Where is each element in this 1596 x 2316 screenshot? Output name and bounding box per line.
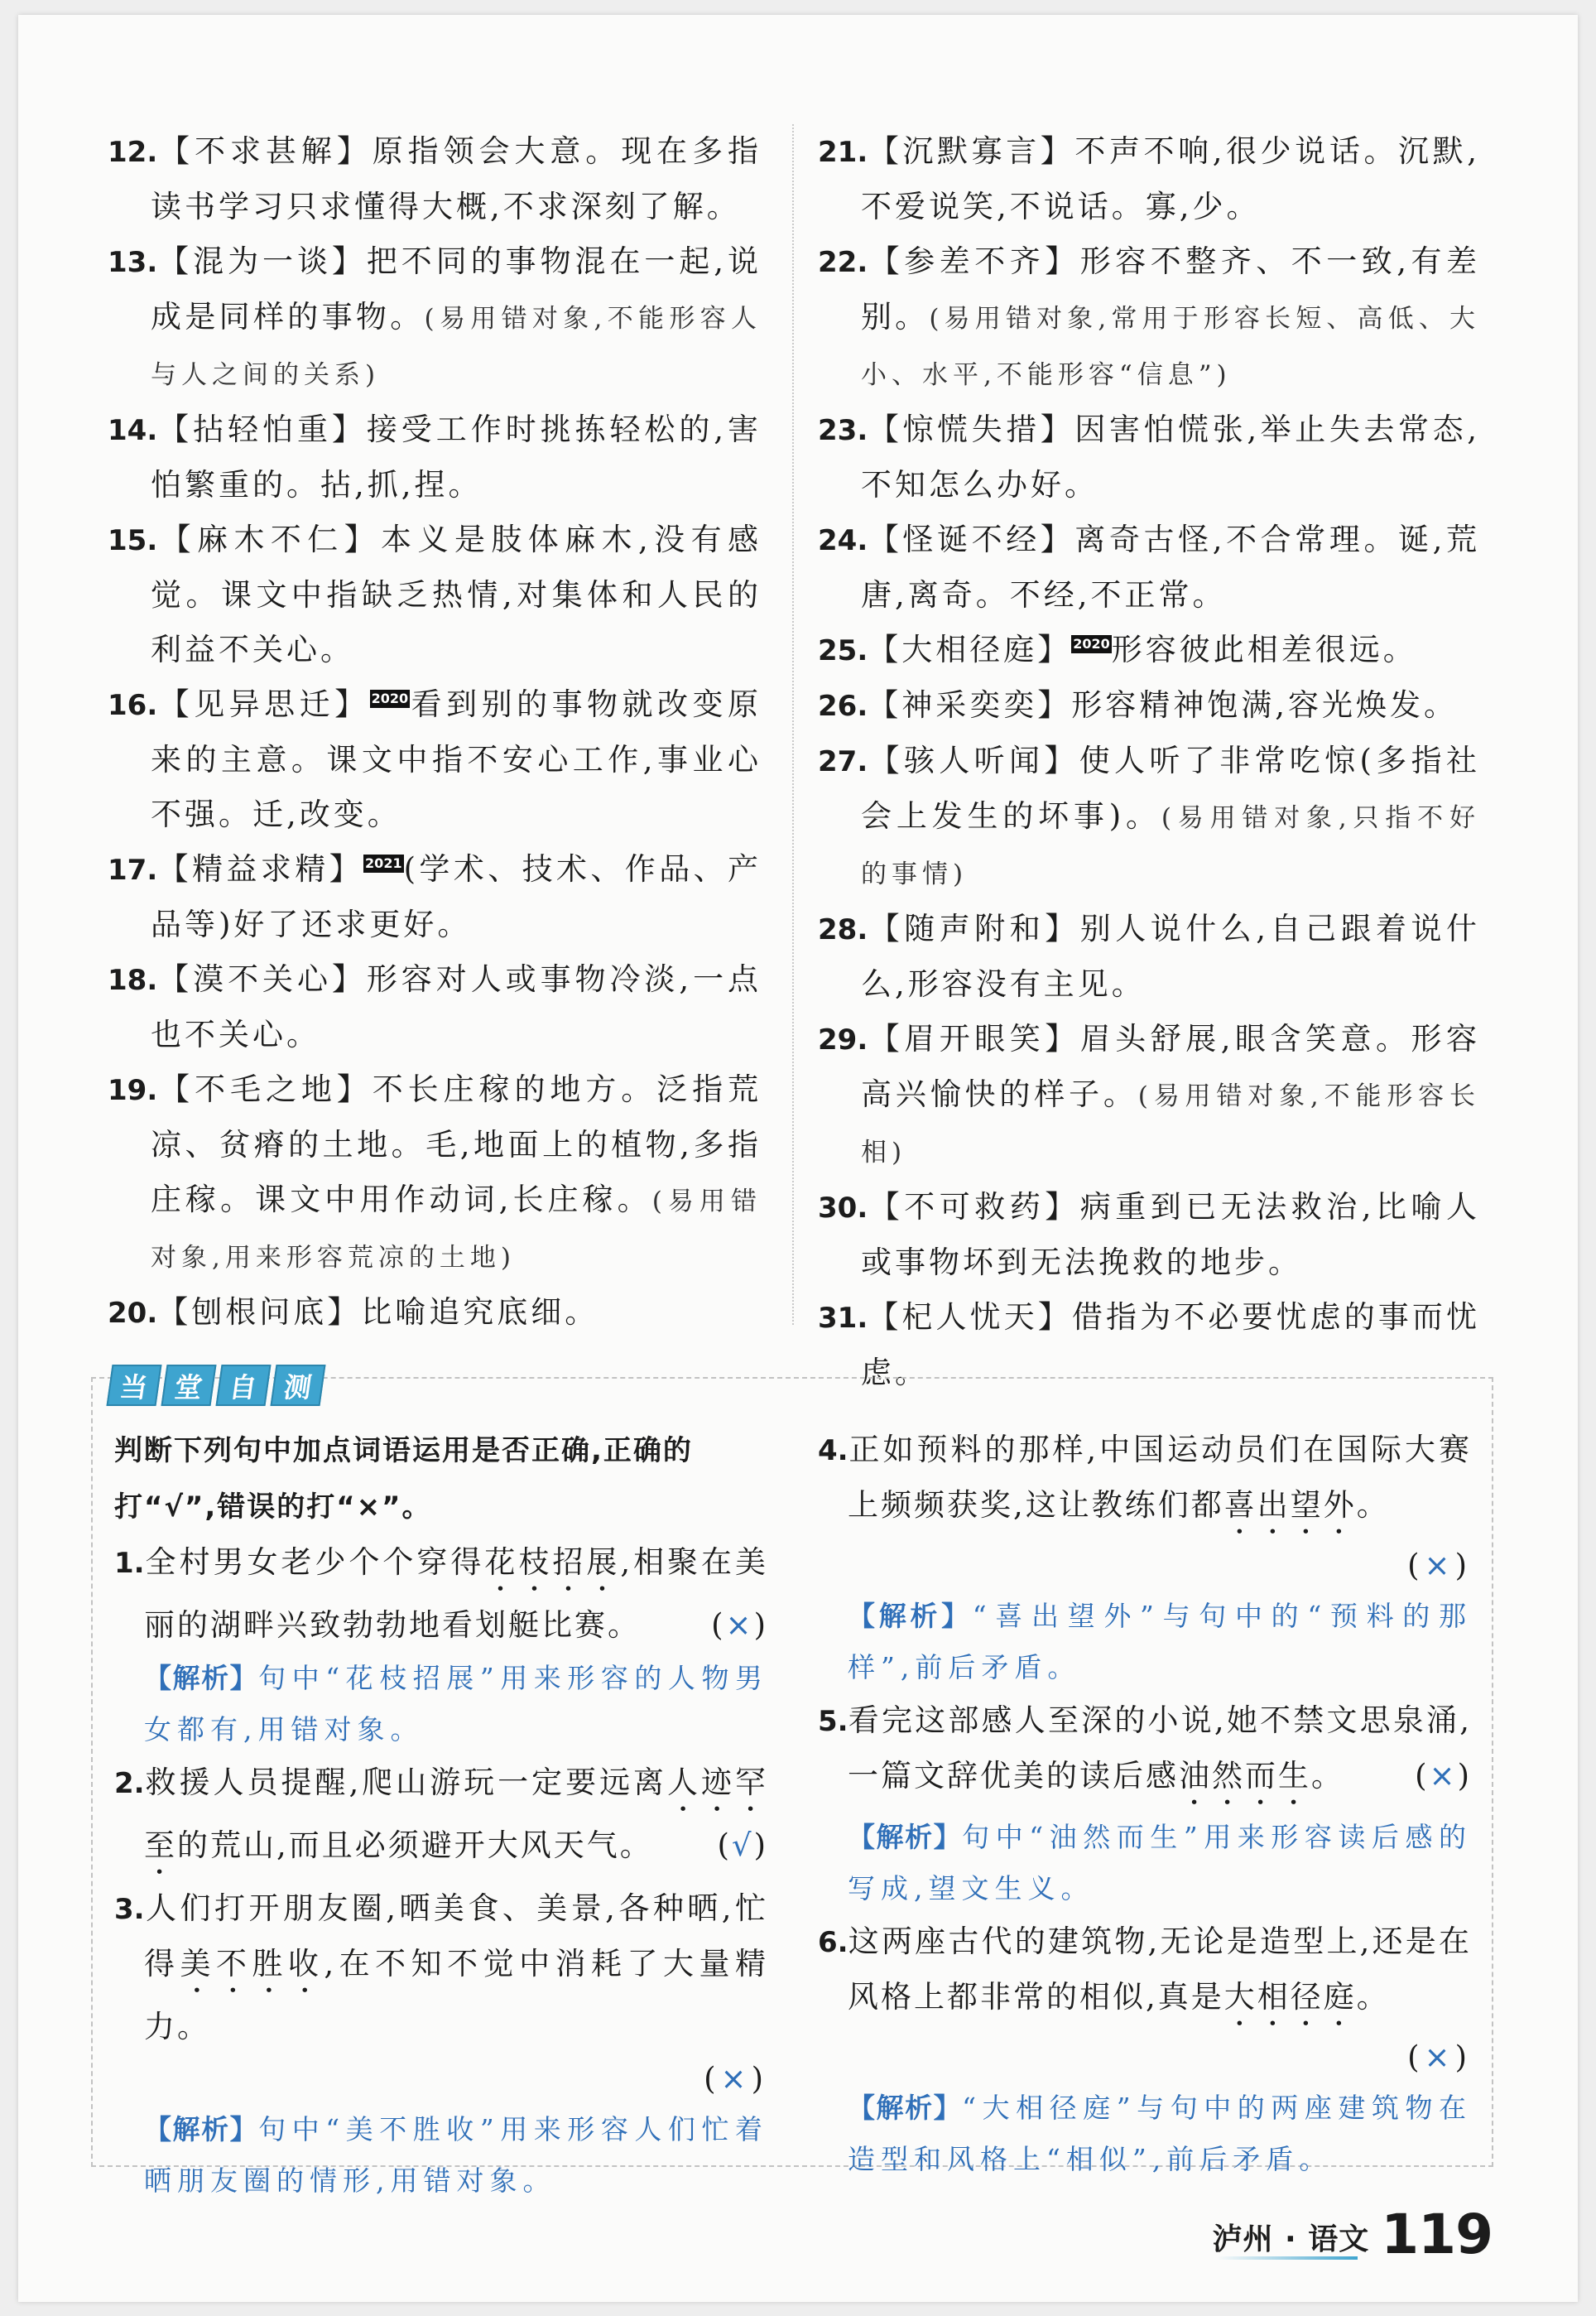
idiom-entry — [108, 513, 762, 677]
idiom-entry — [108, 1062, 762, 1285]
quiz-column-right — [818, 1423, 1472, 2185]
entry-number: 25. — [818, 634, 868, 667]
idiom-definition: 比喻追究底细。 — [361, 1294, 599, 1330]
question-text: 。 — [1311, 1758, 1344, 1794]
idiom-entry — [818, 1012, 1480, 1180]
entry-number: 29. — [818, 1023, 868, 1057]
answer-mark: (√) — [717, 1827, 768, 1863]
cross-mark-icon: × — [1424, 2039, 1455, 2075]
entry-number: 27. — [818, 745, 868, 778]
idiom-head: 【不毛之地】 — [157, 1071, 373, 1107]
idiom-head: 【刨根问底】 — [157, 1294, 362, 1330]
entry-number: 30. — [818, 1192, 868, 1225]
idiom-definition: 形容不整齐、不一致,有差别。 — [861, 243, 1480, 335]
idiom-definition: 因害怕慌张,举止失去常态,不知怎么办好。 — [861, 412, 1480, 503]
answer-mark: (×) — [704, 2061, 768, 2097]
column-divider — [792, 124, 794, 1325]
idiom-entry — [818, 124, 1480, 234]
idiom-entry — [818, 234, 1480, 402]
usage-note: (易用错对象,只指不好的事情) — [861, 803, 1481, 889]
analysis-tag: 【解析】 — [144, 2113, 259, 2145]
idiom-definition: 形容彼此相差很远。 — [1111, 632, 1417, 667]
header-char: 自 — [215, 1365, 271, 1406]
idiom-head: 【麻木不仁】 — [157, 522, 382, 557]
entry-number: 19. — [108, 1074, 158, 1107]
quiz-question — [114, 1881, 768, 2054]
idiom-entry — [818, 902, 1480, 1012]
entry-number: 22. — [818, 246, 868, 279]
dotted-idiom: 油然而生 — [1179, 1758, 1311, 1794]
idiom-definition: 把不同的事物混在一起,说成是同样的事物。 — [151, 243, 762, 335]
analysis-text: 句中“花枝招展”用来形容的人物男女都有,用错对象。 — [144, 1662, 769, 1745]
quiz-question — [818, 1693, 1472, 1812]
idiom-definition: 本义是肢体麻木,没有感觉。课文中指缺乏热情,对集体和人民的利益不关心。 — [151, 522, 762, 667]
idiom-head: 【神采奕奕】 — [868, 687, 1072, 723]
question-text: 人们打开朋友圈,晒美食、美景,各种晒,忙得 — [144, 1890, 768, 1981]
question-text: 救援人员提醒,爬山游玩一定要远离 — [144, 1765, 668, 1800]
header-char: 当 — [106, 1365, 161, 1406]
idiom-head: 【混为一谈】 — [157, 243, 367, 279]
analysis-tag: 【解析】 — [848, 1821, 963, 1853]
idiom-list-right — [818, 124, 1480, 1400]
question-number: 1. — [114, 1547, 145, 1580]
idiom-head: 【惊慌失措】 — [868, 412, 1075, 447]
usage-note: (易用错对象,不能形容人与人之间的关系) — [151, 304, 762, 390]
idiom-entry — [818, 734, 1480, 902]
answer-mark: (×) — [1407, 1548, 1472, 1583]
quiz-question — [818, 1423, 1472, 1541]
answer-mark: (×) — [1415, 1758, 1472, 1794]
analysis-text: “喜出望外”与句中的“预料的那样”,前后矛盾。 — [848, 1600, 1472, 1683]
quiz-column-left — [114, 1423, 768, 2207]
idiom-entry — [108, 124, 762, 234]
idiom-head: 【怪诞不经】 — [868, 522, 1075, 557]
check-mark-icon: √ — [731, 1827, 754, 1863]
idiom-definition: 不长庄稼的地方。泛指荒凉、贫瘠的土地。毛,地面上的植物,多指庄稼。课文中用作动词,长庄稼。 — [151, 1071, 762, 1217]
idiom-head: 【随声附和】 — [868, 911, 1080, 946]
question-number: 4. — [818, 1434, 848, 1467]
analysis-block — [114, 1653, 768, 1755]
idiom-head: 【杞人忧天】 — [868, 1299, 1072, 1335]
question-text: 这两座古代的建筑物,无论是造型上,还是在风格上都非常的相似,真是 — [848, 1924, 1472, 2015]
idiom-definition: 病重到已无法救治,比喻人或事物坏到无法挽救的地步。 — [861, 1189, 1480, 1280]
entry-number: 31. — [818, 1302, 868, 1335]
usage-note: (易用错对象,常用于形容长短、高低、大小、水平,不能形容“信息”) — [861, 304, 1481, 390]
header-char: 测 — [270, 1365, 325, 1406]
entry-number: 28. — [818, 913, 868, 946]
idiom-definition: (学术、技术、作品、产品等)好了还求更好。 — [151, 851, 762, 942]
entry-number: 13. — [108, 246, 158, 279]
idiom-head: 【大相径庭】 — [868, 632, 1072, 667]
page-footer — [1212, 2203, 1493, 2266]
analysis-text: 句中“油然而生”用来形容读后感的写成,望文生义。 — [848, 1821, 1473, 1904]
entry-number: 15. — [108, 524, 158, 557]
question-number: 3. — [114, 1893, 145, 1926]
cross-mark-icon: × — [1424, 1548, 1455, 1583]
question-text: ,在不知不觉中消耗了大量精力。 — [144, 1946, 768, 2044]
dotted-idiom: 喜出望外 — [1223, 1487, 1357, 1523]
quiz-instruction: 判断下列句中加点词语运用是否正确,正确的打“√”,错误的打“×”。 — [114, 1434, 693, 1524]
exam-year-badge: 2021 — [365, 855, 402, 871]
idiom-entry — [108, 952, 762, 1062]
question-number: 6. — [818, 1926, 848, 1959]
entry-number: 18. — [108, 964, 158, 997]
page-number: 119 — [1381, 2203, 1493, 2266]
analysis-block — [818, 2082, 1472, 2185]
idiom-head: 【漠不关心】 — [157, 961, 367, 997]
usage-note: (易用错对象,不能形容长相) — [861, 1081, 1481, 1168]
entry-number: 20. — [108, 1297, 158, 1330]
question-number: 5. — [818, 1705, 848, 1738]
header-char: 堂 — [161, 1365, 216, 1406]
dotted-idiom: 人迹罕至 — [144, 1765, 768, 1863]
quiz-question — [818, 1914, 1472, 2033]
question-text: 全村男女老少个个穿得 — [144, 1544, 485, 1580]
entry-number: 14. — [108, 414, 158, 447]
entry-number: 24. — [818, 524, 868, 557]
question-text: 。 — [1356, 1487, 1390, 1523]
dotted-idiom: 大相径庭 — [1223, 1979, 1357, 2015]
usage-note: (易用错对象,用来形容荒凉的土地) — [151, 1187, 762, 1273]
idiom-entry — [818, 678, 1480, 734]
analysis-block — [818, 1591, 1472, 1693]
idiom-definition: 使人听了非常吃惊(多指社会上发生的坏事)。 — [861, 743, 1481, 834]
cross-mark-icon: × — [1429, 1758, 1458, 1794]
entry-number: 21. — [818, 136, 868, 169]
analysis-tag: 【解析】 — [144, 1662, 259, 1694]
question-text: ,相聚在美丽的湖畔兴致勃勃地看划艇比赛。 — [144, 1544, 769, 1643]
idiom-head: 【见异思迁】 — [157, 686, 370, 722]
quiz-question — [114, 1755, 768, 1881]
idiom-definition: 形容对人或事物冷淡,一点也不关心。 — [151, 961, 762, 1052]
quiz-question — [114, 1535, 768, 1653]
entry-number: 12. — [108, 136, 158, 169]
idiom-entry — [108, 842, 762, 952]
idiom-definition: 眉头舒展,眼含笑意。形容高兴愉快的样子。 — [861, 1021, 1480, 1112]
idiom-head: 【拈轻怕重】 — [157, 412, 367, 447]
question-text: 的荒山,而且必须避开大风天气。 — [177, 1827, 653, 1863]
idiom-entry — [108, 677, 762, 842]
exam-year-badge: 2020 — [371, 691, 409, 706]
idiom-definition: 不声不响,很少说话。沉默,不爱说笑,不说话。寡,少。 — [861, 133, 1480, 224]
idiom-definition: 形容精神饱满,容光焕发。 — [1071, 687, 1458, 723]
self-test-header — [109, 1365, 323, 1404]
idiom-head: 【眉开眼笑】 — [868, 1021, 1080, 1057]
question-text: 。 — [1356, 1979, 1390, 2015]
idiom-entry — [818, 1180, 1480, 1290]
dotted-idiom: 美不胜收 — [180, 1946, 324, 1981]
idiom-entry — [108, 234, 762, 402]
idiom-list-left — [108, 124, 762, 1341]
idiom-entry — [818, 402, 1480, 513]
question-text: 看完这部感人至深的小说,她不禁文思泉涌,一篇文辞优美的读后感 — [848, 1702, 1472, 1794]
idiom-definition: 看到别的事物就改变原来的主意。课文中指不安心工作,事业心不强。迁,改变。 — [151, 686, 762, 832]
entry-number: 26. — [818, 690, 868, 723]
answer-mark: (×) — [1407, 2039, 1472, 2075]
analysis-text: 句中“美不胜收”用来形容人们忙着晒朋友圈的情形,用错对象。 — [144, 2113, 769, 2197]
idiom-entry — [818, 623, 1480, 678]
idiom-entry — [108, 1285, 762, 1341]
idiom-head: 【不求甚解】 — [157, 133, 373, 169]
idiom-entry — [818, 513, 1480, 623]
entry-number: 16. — [108, 689, 158, 722]
analysis-text: “大相径庭”与句中的两座建筑物在造型和风格上“相似”,前后矛盾。 — [848, 2092, 1473, 2175]
question-number: 2. — [114, 1767, 145, 1800]
idiom-definition: 接受工作时挑拣轻松的,害怕繁重的。拈,抓,捏。 — [151, 412, 762, 503]
answer-mark: (×) — [711, 1607, 768, 1643]
entry-number: 23. — [818, 414, 868, 447]
idiom-definition: 借指为不必要忧虑的事而忧虑。 — [861, 1299, 1481, 1390]
idiom-definition: 原指领会大意。现在多指读书学习只求懂得大概,不求深刻了解。 — [151, 133, 762, 224]
footer-subject: 泸州 · 语文 — [1212, 2222, 1370, 2256]
dotted-idiom: 花枝招展 — [484, 1544, 621, 1580]
question-text: 正如预料的那样,中国运动员们在国际大赛上频频获奖,这让教练们都 — [848, 1432, 1472, 1523]
idiom-head: 【参差不齐】 — [868, 243, 1080, 279]
idiom-head: 【沉默寡言】 — [868, 133, 1075, 169]
analysis-tag: 【解析】 — [848, 2092, 963, 2124]
idiom-head: 【骇人听闻】 — [868, 743, 1079, 778]
analysis-tag: 【解析】 — [848, 1600, 973, 1632]
idiom-head: 【不可救药】 — [868, 1189, 1080, 1225]
idiom-definition: 别人说什么,自己跟着说什么,形容没有主见。 — [861, 911, 1480, 1002]
cross-mark-icon: × — [725, 1607, 754, 1643]
analysis-block — [114, 2104, 768, 2207]
idiom-definition: 离奇古怪,不合常理。诞,荒唐,离奇。不经,不正常。 — [861, 522, 1480, 613]
entry-number: 17. — [108, 854, 158, 887]
cross-mark-icon: × — [720, 2061, 752, 2097]
analysis-block — [818, 1812, 1472, 1914]
idiom-head: 【精益求精】 — [157, 851, 364, 887]
idiom-entry — [108, 402, 762, 513]
exam-year-badge: 2020 — [1073, 636, 1110, 652]
